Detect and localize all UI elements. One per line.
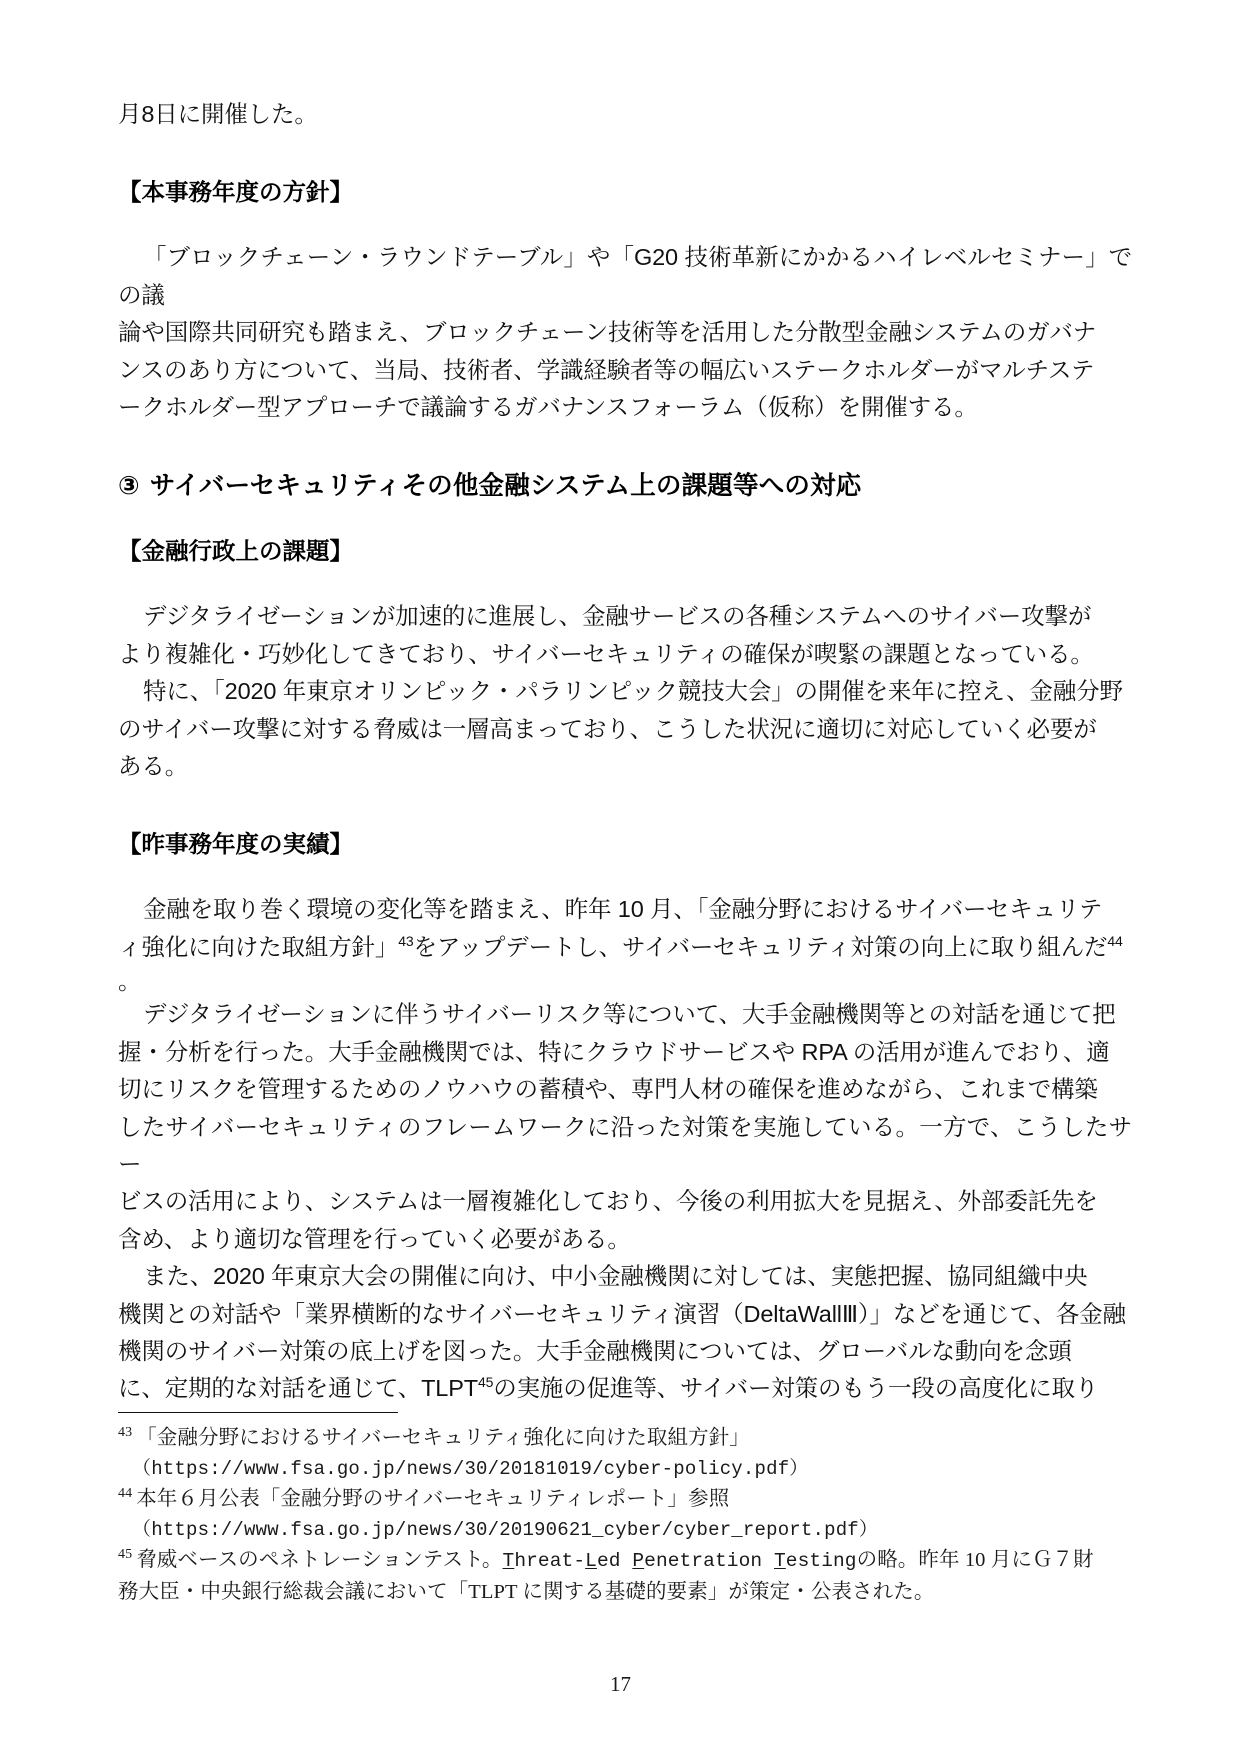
initial-letter-l: L xyxy=(585,1550,597,1572)
initial-letter-t2: T xyxy=(773,1550,786,1572)
footnote-44-line-1 xyxy=(118,1484,1138,1515)
footnote-43-url[interactable]: （https://www.fsa.go.jp/news/30/20181019/cyber-policy.pdf） xyxy=(132,1457,809,1480)
footnote-43-line-1 xyxy=(118,1423,1138,1454)
results-p2-line-6: 含め、より適切な管理を行っていく必要がある。 xyxy=(118,1225,631,1252)
results-p3-line4-text-b: の実施の促進等、サイバー対策のもう一段の高度化に取り xyxy=(493,1375,1099,1402)
spacer xyxy=(118,426,1132,468)
results-p3-line-3: 機関のサイバー対策の底上げを図った。大手金融機関については、グローバルな動向を念頭 xyxy=(118,1337,1072,1364)
results-p1-line-2 xyxy=(118,929,1132,966)
footnote-ref-45[interactable]: 45 xyxy=(477,1374,494,1391)
spacer xyxy=(118,133,1132,175)
policy-paragraph-line-1: 「ブロックチェーン・ラウンドテーブル」や「G20 技術革新にかかるハイレベルセミナー」での議 xyxy=(118,244,1132,308)
results-p1-line2-text-a: ィ強化に向けた取組方針」 xyxy=(118,933,399,960)
policy-paragraph-line-2: 論や国際共同研究も踏まえ、ブロックチェーン技術等を活用した分散型金融システムのガバナ xyxy=(118,319,1097,346)
spacer xyxy=(118,504,1132,534)
results-p1-line2-text-b: をアップデートし、サイバーセキュリティ対策の向上に取り組んだ xyxy=(413,933,1108,960)
results-p2-line-4: したサイバーセキュリティのフレームワークに沿った対策を実施している。一方で、こうしたサー xyxy=(118,1113,1132,1177)
section-number-3: ③ xyxy=(118,472,140,501)
footnote-45-latin-phrase xyxy=(503,1550,857,1572)
issues-p1-line-1: デジタライゼーションが加速的に進展し、金融サービスの各種システムへのサイバー攻撃が xyxy=(143,603,1092,630)
results-p1-orphan-period: 。 xyxy=(118,968,142,995)
results-p3-line4-text-a: に、定期的な対話を通じて、TLPT xyxy=(118,1375,478,1402)
policy-paragraph-line-4: ークホルダー型アプローチで議論するガバナンスフォーラム（仮称）を開催する。 xyxy=(118,394,978,421)
page-number: 17 xyxy=(610,1672,631,1696)
initial-letter-t1: T xyxy=(502,1550,515,1572)
latin-rest-1: hreat- xyxy=(514,1550,586,1572)
results-p1-line-1: 金融を取り巻く環境の変化等を踏まえ、昨年 10 月、「金融分野におけるサイバーセキュリテ xyxy=(143,896,1103,923)
issues-p2-line-2: のサイバー攻撃に対する脅威は一層高まっており、こうした状況に適切に対応していく必要が xyxy=(118,715,1097,742)
spacer xyxy=(118,861,1132,891)
page-content xyxy=(118,96,1132,1408)
initial-letter-p: P xyxy=(632,1550,645,1572)
results-p2-line-3: 切にリスクを管理するためのノウハウの蓄積や、専門人材の確保を進めながら、これまで構築 xyxy=(118,1076,1098,1103)
policy-paragraph-line-3: ンスのあり方について、当局、技術者、学識経験者等の幅広いステークホルダーがマルチステ xyxy=(118,356,1095,383)
results-p3-line-2: 機関との対話や「業界横断的なサイバーセキュリティ演習（DeltaWallⅢ）」などを通じて、各金融 xyxy=(118,1300,1126,1327)
section-heading-3 xyxy=(118,468,1132,504)
heading-administrative-issues: 【金融行政上の課題】 xyxy=(118,538,353,565)
issues-p2-line-1: 特に、「2020 年東京オリンピック・パラリンピック競技大会」の開催を来年に控え、金融分野 xyxy=(143,678,1123,705)
footnote-separator-rule xyxy=(118,1412,398,1413)
spacer xyxy=(118,785,1132,827)
footnote-ref-43[interactable]: 43 xyxy=(398,933,414,950)
latin-rest-2: ed xyxy=(596,1550,633,1572)
footnote-ref-44[interactable]: 44 xyxy=(1107,933,1123,950)
heading-previous-year-results: 【昨事務年度の実績】 xyxy=(118,831,353,858)
footnote-44-url[interactable]: （https://www.fsa.go.jp/news/30/20190621_cyber/cyber_report.pdf） xyxy=(132,1518,879,1541)
footnote-45-line-2: 務大臣・中央銀行総裁会議において「TLPT に関する基礎的要素」が策定・公表された。 xyxy=(118,1580,935,1603)
footnote-area xyxy=(118,1412,1138,1607)
spacer xyxy=(118,568,1132,598)
footnote-45-text-a: 脅威ベースのペネトレーションテスト。 xyxy=(136,1549,503,1571)
footnote-43-text: 「金融分野におけるサイバーセキュリティ強化に向けた取組方針」 xyxy=(136,1427,750,1449)
section-title-3: サイバーセキュリティその他金融システム上の課題等への対応 xyxy=(149,472,862,501)
footnote-43-marker: 43 xyxy=(118,1425,133,1441)
latin-rest-4: esting xyxy=(785,1550,857,1572)
footnote-44-text: 本年６月公表「金融分野のサイバーセキュリティレポート」参照 xyxy=(136,1488,730,1510)
issues-p1-line-2: より複雑化・巧妙化してきており、サイバーセキュリティの確保が喫緊の課題となっている。 xyxy=(118,640,1094,667)
spacer xyxy=(118,209,1132,239)
continued-text-line: 月8日に開催した。 xyxy=(118,101,318,127)
results-p2-line-5: ビスの活用により、システムは一層複雑化しており、今後の利用拡大を見据え、外部委託先を xyxy=(118,1188,1098,1215)
footnote-45-text-b: の略。昨年 10 月にＧ７財 xyxy=(856,1549,1094,1571)
footnote-45-marker: 45 xyxy=(118,1547,133,1563)
results-p2-line-2: 握・分析を行った。大手金融機関では、特にクラウドサービスや RPA の活用が進んでおり、適 xyxy=(118,1038,1110,1065)
footnote-45-line-1 xyxy=(118,1545,1138,1577)
latin-rest-3: enetration xyxy=(644,1550,774,1572)
issues-p2-line-3: ある。 xyxy=(118,753,189,780)
results-p3-line-4 xyxy=(118,1370,1132,1407)
heading-policy-this-year: 【本事務年度の方針】 xyxy=(118,179,353,206)
results-p2-line-1: デジタライゼーションに伴うサイバーリスク等について、大手金融機関等との対話を通じて把 xyxy=(143,1001,1116,1028)
footnote-44-marker: 44 xyxy=(118,1486,133,1502)
results-p3-line-1: また、2020 年東京大会の開催に向け、中小金融機関に対しては、実態把握、協同組織中央 xyxy=(143,1263,1088,1290)
